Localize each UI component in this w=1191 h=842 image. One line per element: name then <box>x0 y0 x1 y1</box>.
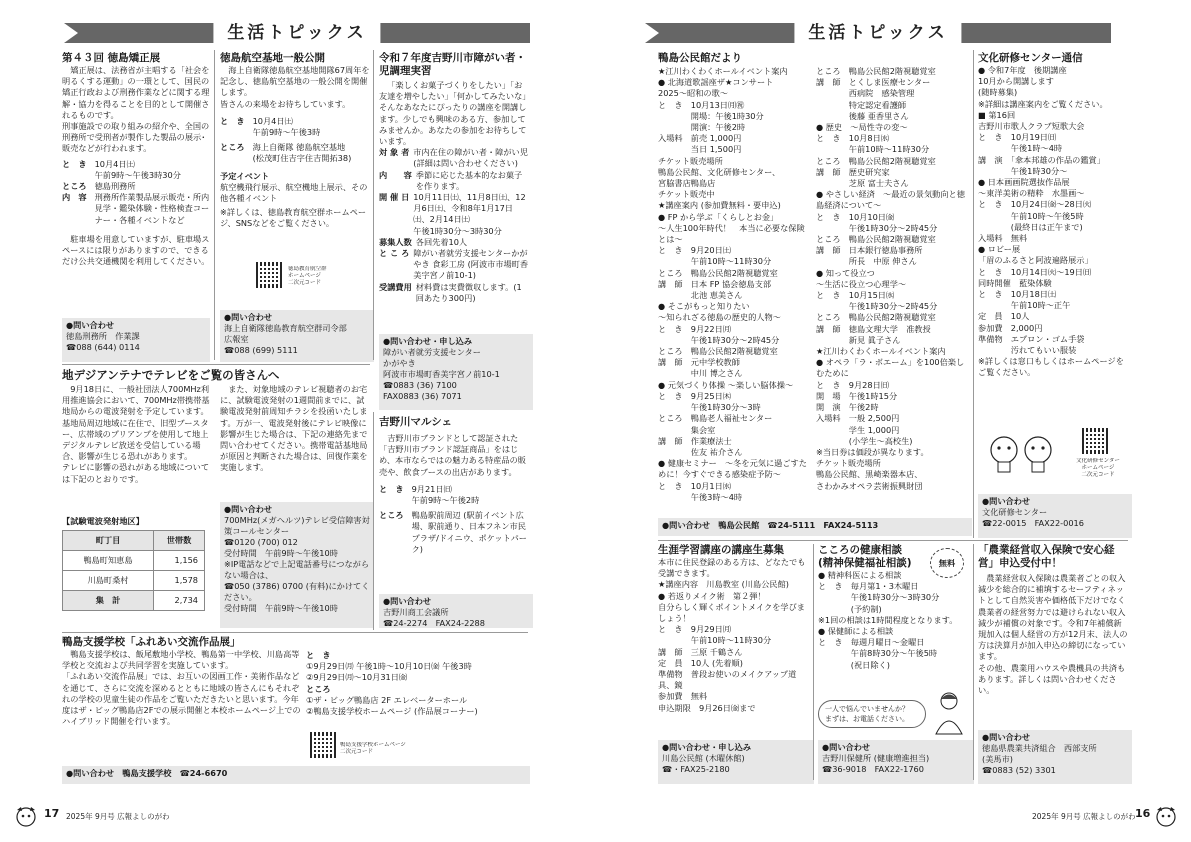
kyosei-title: 第４３回 徳島矯正展 <box>62 52 161 64</box>
base-title: 徳島航空基地一般公開 <box>220 52 325 64</box>
marche-contact: ●問い合わせ 吉野川商工会議所 ☎24-2274 FAX24-2288 <box>379 594 533 628</box>
shogai-body: 本市に住民登録のある方は、どなたでも受講できます。 ★講座内容 川島教室 (川島公民館) ● 若返りメイク術 第２弾！ 自分らしく輝くポイントメイクを学びましょう！ と き 9月29日㈪ 午前10時～11時30分 講 師 三原 千鶴さん 定 員 10人 (先着順) 準備物 普段お使いのメイクアップ道具、鏡 参加費 無料 申込期限 9月26日㈮まで <box>658 557 806 713</box>
base-event-heading: 予定イベント <box>220 170 270 181</box>
digital-title: 地デジアンテナでテレビをご覧の皆さんへ <box>62 368 280 382</box>
base-article: 徳島航空基地一般公開 海上自衛隊徳島航空基地開隊67周年を記念し、徳島航空基地の一般公開を開催します。 皆さんの来場をお待ちしています。 と き 10月4日㈯ 午前9時～午後3時 ところ 海上自衛隊 徳島航空基地 (松茂町住吉字住吉開拓38) 予定イベント 航空機飛行展示、航空機地上展示、その他各種イベント ※詳しくは、徳島教育航空群ホームページ、SNSなどをご覧ください。 <box>220 52 370 229</box>
kokoro-speech-bubble: 一人で悩んでいませんか？ まずは、お電話ください。 <box>818 700 926 728</box>
nogyo-article <box>978 544 1128 730</box>
nogyo-body: 農業経営収入保険は農業者ごとの収入減少を総合的に補填するセーフティネットとして自然災害や価格低下だけでなく農業者の経営努力では避けられない収入減少が補償の対象です。令和7年補償新規加入は個人経営の方が12月末、法人の方は決算月が加入申込の締切になっています。 その他、農業用ハウスや農機具の共済もあります。詳しくは問い合わせください。 <box>978 573 1128 696</box>
school-qr-label: 鴨島支援学校ホームページ 二次元コード <box>340 742 406 755</box>
left-footer-text: 2025年 9月号 広報よしのがわ <box>66 812 170 821</box>
kyosei-note: 駐車場を用意していますが、駐車場スペースには限りがありますので、できるだけ公共交通機関を利用してください。 <box>62 233 210 267</box>
base-qr-label: 徳島教育航空群 ホームページ 二次元コード <box>288 266 327 286</box>
kokoro-body: ● 精神科医による相談 と き 毎月第1・3木曜日 午後1時30分～3時30分 (予約制) ※1回の相談は1時間程度となります。 ● 保健師による相談 と き 毎週月曜日～金曜日 午前8時30分～午後5時 (祝日除く) <box>818 570 958 670</box>
kominkan-col2: ところ 鴨島公民館2階視聴覚室 講 師 とくしま医療センター 西病院 感染管理 特定認定看護師 後藤 亜香里さん ● 歴史 ～局性寺の変～ と き 10月8日㈬ 午前10時～11時30分 ところ 鴨島公民館2階視聴覚室 講 師 歴史研究家 芝原 富士夫さん ● やさしい経済 ～最近の景気動向と徳島経済について～ と き 10月10日㈮ 午後1時30分～2時45分 ところ 鴨島公民館2階視聴覚室 講 師 日本銀行徳島事務所 所長 中原 伸さん ● 知って役立つ ～生活に役立つ心理学～ と き 10月15日㈬ 午後1時30分～2時45分 ところ 鴨島公民館2階視聴覚室 講 師 徳島文理大学 准教授 新見 眞子さん ★江川わくわくホールイベント案内 ● オペラ「ラ・ボエーム」を100倍楽しむために と き 9月28日㈰ 開 場 午後1時15分 開 演 午後2時 入場料 一般 2,500円 学生 1,000円 (小学生～高校生) ※当日券は価段が異なります。 チケット販売場所 鴨島公民館、黒崎楽器本店、 さわかみオペラ芸術振興財団 <box>816 66 965 491</box>
right-page-number: 16 <box>1135 807 1151 820</box>
base-body: 海上自衛隊徳島航空基地開隊67周年を記念し、徳島航空基地の一般公開を開催します。 皆さんの来場をお待ちしています。 <box>220 65 370 109</box>
left-section-title: 生活トピックス <box>213 23 380 43</box>
kyosei-row-date: と き 10月4日㈯ 午前9時～午後3時30分 <box>62 158 181 180</box>
base-qr-code[interactable] <box>256 262 282 288</box>
left-mascot-icon <box>14 804 38 831</box>
digital-body-2: また、対象地域のテレビ視聴者のお宅に、試験電波発射の1週間前までに、試験電波発射前周知チラシを投函いたします。万が一、電波発射後にテレビ映像に影響が生じた場合は、下記の連絡先まで問い合わせてください。携帯電話基地局が原因と判断された場合は、回復作業を実施します。 <box>220 384 368 473</box>
school-title: 鴨島支援学校「ふれあい交流作品展」 <box>62 636 241 648</box>
bunka-qr-code[interactable] <box>1082 428 1108 454</box>
bunka-article <box>978 52 1128 492</box>
marche-article: 吉野川マルシェ 吉野川市ブランドとして認証された「吉野川市ブランド認証商品」をはじめ、本市ならではの魅力ある特産品の販売や、飲食ブースの出店があります。 と き 9月21日㈰ 午前9時～午後2時 ところ 鴨島駅前周辺 (駅前イベント広場、駅前通り、日本フネン市民プラザ/ドイニウ、ポケットパーク) <box>379 416 527 554</box>
children-contact: ●問い合わせ・申し込み 障がい者就労支援センター かがやき 阿波市市場町香美字宮ノ前10-1 ☎0883 (36) 7100 FAX0883 (36) 7071 <box>379 334 533 410</box>
right-section-header <box>645 20 1111 46</box>
shogai-contact: ●問い合わせ・申し込み 川島公民館 (木曜休館) ☎・FAX25-2180 <box>658 740 814 784</box>
kyosei-row-place: ところ 徳島刑務所 <box>62 181 136 192</box>
digital-contact: ●問い合わせ 700MHz(メガヘルツ)テレビ受信障害対策コールセンター ☎0120 (700) 012 受付時間 午前9時～午後10時 ※IP電話などで上記電話番号につながらない場合は、 ☎050 (3786) 0700 (有料)にかけてください。 受付時間 午前9時～午後10時 <box>220 502 374 628</box>
right-footer-text: 2025年 9月号 広報よしのがわ <box>1032 812 1136 821</box>
school-article <box>62 636 302 766</box>
kominkan-title: 鴨島公民館だより <box>658 52 742 64</box>
nogyo-title: 「農業経営収入保険で安心経営」申込受付中！ <box>978 544 1115 569</box>
digital-table: 町丁目 世帯数 鴨島町知恵島 1,156 川島町桑村 1,578 集 計 2,734 <box>62 530 212 620</box>
school-qr-code[interactable] <box>310 732 336 758</box>
children-title: 令和７年度吉野川市障がい者・児調理実習 <box>379 52 526 77</box>
kyosei-body: 矯正展は、法務省が主唱する「社会を明るくする運動」の一環として、国民の矯正行政および刑務作業などに関する理解・協力を得ることを目的として開催されるものです。 刑事施設での取り組みの紹介や、全国の刑務所で受刑者が製作した製品の展示･販売などが行われます。 <box>62 65 210 154</box>
school-body: 鴨島支援学校は、飯尾敷地小学校、鴨島第一中学校、川島高等学校と交流および共同学習を実施しています。 「ふれあい交流作品展」では、お互いの図画工作・美術作品などを通じて、さらに交流を深めるとともに地域の皆さんにもそれぞれの学校の児童生徒の作品をご覧いただきたいと思います。今年度はザ・ビッグ鴨島店2Fでの展示開催と本校ホームページ上でのハイブリッド開催を行います。 <box>62 649 301 727</box>
base-event-body: 航空機飛行展示、航空機地上展示、その他各種イベント <box>220 181 368 204</box>
school-contact: ●問い合わせ 鴨島支援学校 ☎24-6670 <box>62 766 530 784</box>
children-body: 「楽しくお菓子づくりをしたい」「お友達を増やしたい」「何かしてみたいな」そんなあなたにぴったりの講座を開講します。少しでも興味のある方、参加してみませんか。あなたの参加をお待ちしています。 <box>379 80 527 147</box>
bunka-body: ● 令和7年度 後期講座 10月から開講します (随時募集) ※詳細は講座案内をご覧ください。 ■ 第16回 吉野川市歌人クラブ短歌大会 と き 10月19日㈰ 午後1時～4時 講 演 「傘本邦雄の作品の鑑賞」 午後1時30分～ ● 日本画画院選抜作品展 ～東洋美術の精粋 水墨画～ と き 10月24日㈮～28日㈫ 午前10時～午後5時 (最終日は正午まで) 入場料 無料 ● ロビー展 「眉のふるさと阿波遍路展示」 と き 10月14日㈫～19日㈰ 同時開催 藍染体験 と き 10月18日㈯ 午前10時～正午 定 員 10人 参加費 2,000円 準備物 エプロン・ゴム手袋 汚れてもいい服装 ※詳しくは窓口もしくはホームページをご覧ください。 <box>978 65 1124 378</box>
digital-body-1: 9月18日に、一般社団法人700MHz利用推進協会において、700MHz帯携帯基地局からの電波発射を予定しています。基地局周辺地域に在住で、旧型ブースター、広帯域のプリアンプを使用して地上デジタルテレビ放送を受信している場合、影響が生じる恐れがあります。 テレビに影響の恐れがある地域については下記のとおりです。 <box>62 384 210 484</box>
kokoro-contact: ●問い合わせ 吉野川保健所 (健康増進担当) ☎36-9018 FAX22-1760 <box>818 740 974 784</box>
kyosei-row-content: 内 容 刑務所作業製品展示販売・所内見学・鑑染体験・性格検査コーナー・各種イベントなど <box>62 192 210 225</box>
marche-title: 吉野川マルシェ <box>379 416 453 428</box>
kokoro-free-badge: 無料 <box>930 548 964 578</box>
right-section-title: 生活トピックス <box>794 23 961 43</box>
bunka-qr-label: 文化研修センター ホームページ 二次元コード <box>1076 458 1120 478</box>
bunka-title: 文化研修センター通信 <box>978 52 1083 64</box>
shogai-title: 生涯学習講座の講座生募集 <box>658 544 784 556</box>
base-contact: ●問い合わせ 海上自衛隊徳島教育航空群司令部 広報室 ☎088 (699) 5111 <box>220 310 374 362</box>
school-details: と き ①9月29日㈪ 午後1時～10月10日㈮ 午後3時 ②9月29日㈪～10月31日㈮ ところ ①ザ・ビッグ鴨島店 2F エレベーターホール ②鴨島支援学校ホームページ (作品展コーナー) <box>306 650 478 717</box>
left-page-number: 17 <box>44 807 60 820</box>
nogyo-contact: ●問い合わせ 徳島県農業共済組合 西部支所 (美馬市) ☎0883 (52) 3301 <box>978 730 1132 784</box>
shogai-article <box>658 544 810 736</box>
bunka-contact: ●問い合わせ 文化研修センター ☎22-0015 FAX22-0016 <box>978 494 1132 538</box>
kyosei-contact: ●問い合わせ 徳島刑務所 作業課 ☎088 (644) 0114 <box>62 318 210 362</box>
digital-table-caption: 【試験電波発射地区】 <box>62 516 144 526</box>
kominkan-col1: ★江川わくわくホールイベント案内 ● 北海道歌謡座ザ★コンサート 2025～昭和の歌～ と き 10月13日㈪㊗ 開場：午後1時30分 開演：午後2時 入場料 前売 1,000円 当日 1,500円 チケット販売場所 鴨島公民館、文化研修センター、 宮脇書店鴨島店 チケット販売中 ★講座案内 (参加費無料・要申込) ● FP から学ぶ「くらしとお金」 ～人生100年時代！ 本当に必要な保険とは～ と き 9月20日㈯ 午前10時～11時30分 ところ 鴨島公民館2階視聴覚室 講 師 日本 FP 協会徳島支部 北池 恵美さん ● そこがもっと知りたい ～知られざる徳島の歴史的人物～ と き 9月22日㈪ 午後1時30分～2時45分 ところ 鴨島公民館2階視聴覚室 講 師 元中学校教師 中川 博之さん ● 元気づくり体操 ～楽しい脳体操～ と き 9月25日㈭ 午後1時30分～3時 ところ 鴨島老人福祉センター 集会室 講 師 作業療法士 佐友 祐介さん ● 健康セミナー ～冬を元気に過ごすために！今すぐできる感染症予防～ と き 10月1日㈬ 午後3時～4時 <box>658 66 807 502</box>
children-article: 令和７年度吉野川市障がい者・児調理実習 「楽しくお菓子づくりをしたい」「お友達を増やしたい」「何かしてみたいな」そんなあなたにぴったりの講座を開講します。少しでも興味のある方、参加してみませんか。あなたの参加をお待ちしています。 対 象 者 市内在住の障がい者・障がい児(詳細は問い合わせください) 内 容 季節に応じた基本的なお菓子を作ります。 開 催 日 10月11日㈯、11月8日㈯、12月6日㈯、令和8年1月17日㈯、2月14日㈯ 午後1時30分～3時30分 募集人数 各回先着10人 と こ ろ 障がい者就労支援センターかがやき 食彩工房 (阿波市市場町香美字宮ノ前10-1) 受講費用 材料費は実費徴収します。(1回あたり300円) <box>379 52 529 303</box>
kokoro-title: こころの健康相談 (精神保健福祉相談) <box>818 544 912 569</box>
left-section-header <box>64 20 530 46</box>
base-note: ※詳しくは、徳島教育航空群ホームページ、SNSなどをご覧ください。 <box>220 207 367 229</box>
kominkan-contact: ●問い合わせ 鴨島公民館 ☎24-5111 FAX24-5113 <box>658 518 972 536</box>
marche-body: 吉野川市ブランドとして認証された「吉野川市ブランド認証商品」をはじめ、本市ならではの魅力ある特産品の販売や、飲食ブースの出店があります。 <box>379 433 526 477</box>
kyosei-article <box>62 52 210 358</box>
right-mascot-icon <box>1154 804 1178 831</box>
kokoro-person-icon <box>930 690 968 739</box>
bunka-mascot-icon <box>986 430 1056 477</box>
